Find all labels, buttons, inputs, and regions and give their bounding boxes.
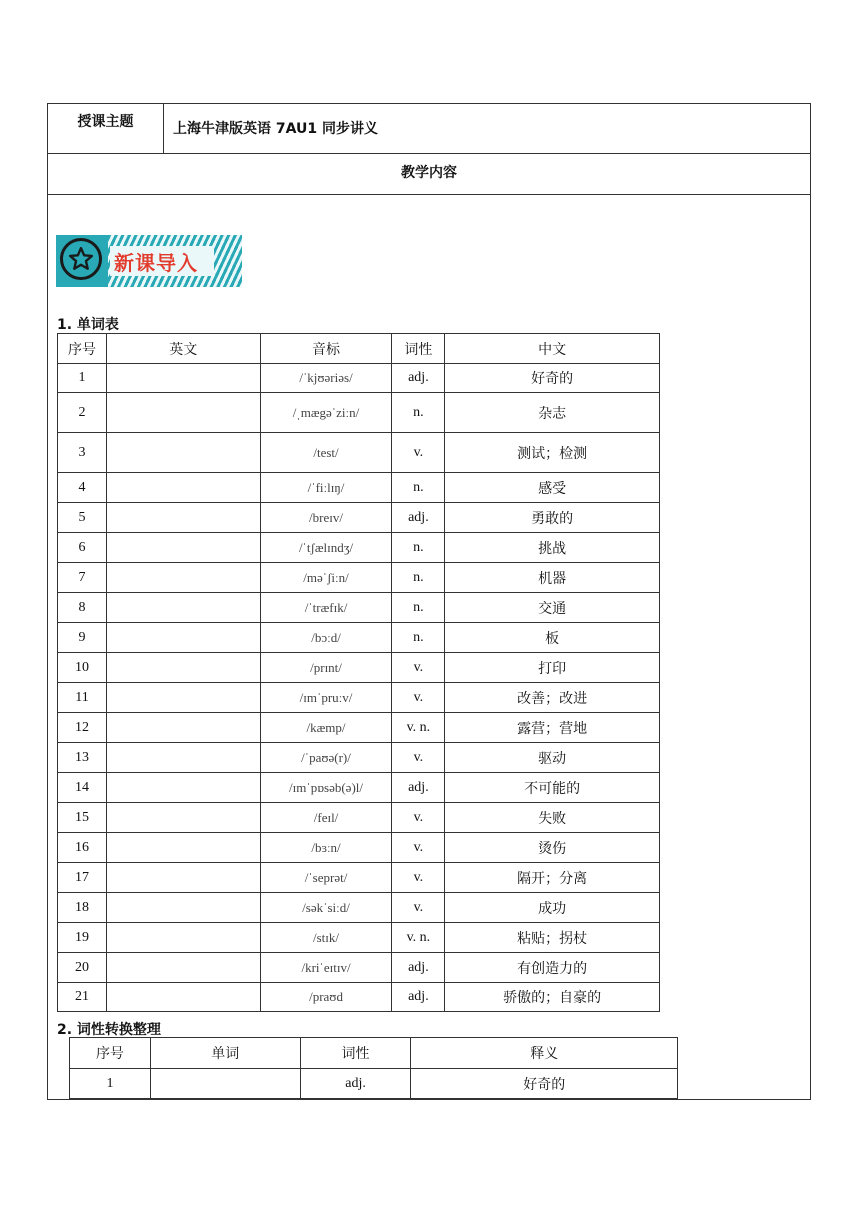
vocab-row (58, 833, 660, 863)
topic-label: 授课主题 (48, 104, 164, 153)
vocab-no: 5 (58, 503, 107, 533)
vocab-english (106, 743, 260, 773)
vocab-no: 20 (58, 953, 107, 983)
vocab-no: 14 (58, 773, 107, 803)
vocab-row (58, 433, 660, 473)
vocab-pos: adj. (392, 503, 445, 533)
vocab-table (57, 333, 660, 1012)
vocab-pos: n. (392, 473, 445, 503)
vocab-phonetic: /kæmp/ (260, 713, 392, 743)
vocab-row (58, 503, 660, 533)
vocab-english (106, 983, 260, 1012)
vocab-phonetic: /test/ (260, 433, 392, 473)
vocab-english (106, 593, 260, 623)
conv-header-meaning: 释义 (411, 1038, 678, 1069)
vocab-row (58, 653, 660, 683)
vocab-phonetic: /ˈtʃælɪndʒ/ (260, 533, 392, 563)
vocab-phonetic: /ɪmˈpɒsəb(ə)l/ (260, 773, 392, 803)
vocab-row (58, 773, 660, 803)
vocab-pos: adj. (392, 773, 445, 803)
vocab-phonetic: /ˈkjʊəriəs/ (260, 364, 392, 393)
vocab-no: 6 (58, 533, 107, 563)
vocab-phonetic: /bɔːd/ (260, 623, 392, 653)
vocab-no: 19 (58, 923, 107, 953)
vocab-english (106, 803, 260, 833)
vocab-chinese: 烫伤 (445, 833, 660, 863)
vocab-row (58, 743, 660, 773)
vocab-row (58, 713, 660, 743)
vocab-pos: n. (392, 393, 445, 433)
vocab-no: 7 (58, 563, 107, 593)
vocab-row (58, 563, 660, 593)
vocab-chinese: 隔开；分离 (445, 863, 660, 893)
vocab-row (58, 923, 660, 953)
vocab-row (58, 473, 660, 503)
vocab-english (106, 833, 260, 863)
conversion-row (70, 1069, 678, 1099)
vocab-english (106, 923, 260, 953)
vocab-chinese: 改善；改进 (445, 683, 660, 713)
banner-circle (60, 238, 102, 280)
vocab-english (106, 653, 260, 683)
vocab-no: 10 (58, 653, 107, 683)
vocab-english (106, 364, 260, 393)
vocab-no: 9 (58, 623, 107, 653)
vocab-chinese: 杂志 (445, 393, 660, 433)
vocab-english (106, 503, 260, 533)
vocab-chinese: 露营；营地 (445, 713, 660, 743)
new-lesson-banner (56, 235, 242, 287)
vocab-english (106, 473, 260, 503)
vocab-row (58, 393, 660, 433)
vocab-phonetic: /səkˈsiːd/ (260, 893, 392, 923)
content-label: 教学内容 (48, 153, 810, 195)
vocab-english (106, 713, 260, 743)
vocab-english (106, 563, 260, 593)
vocab-pos: v. n. (392, 713, 445, 743)
vocab-chinese: 不可能的 (445, 773, 660, 803)
banner-title: 新课导入 (114, 251, 198, 275)
vocab-english (106, 683, 260, 713)
col-header-no: 序号 (58, 334, 107, 364)
vocab-phonetic: /kriˈeɪtɪv/ (260, 953, 392, 983)
vocab-row (58, 863, 660, 893)
vocab-english (106, 773, 260, 803)
vocab-no: 8 (58, 593, 107, 623)
vocab-chinese: 感受 (445, 473, 660, 503)
vocab-pos: v. (392, 433, 445, 473)
vocab-no: 11 (58, 683, 107, 713)
vocab-english (106, 433, 260, 473)
vocab-phonetic: /prɪnt/ (260, 653, 392, 683)
vocab-chinese: 勇敢的 (445, 503, 660, 533)
vocab-header-row (58, 334, 660, 364)
vocab-row (58, 593, 660, 623)
vocab-no: 3 (58, 433, 107, 473)
topic-value: 上海牛津版英语 7AU1 同步讲义 (173, 121, 379, 137)
vocab-pos: adj. (392, 953, 445, 983)
conv-meaning: 好奇的 (411, 1069, 678, 1099)
vocab-pos: v. (392, 653, 445, 683)
vocab-english (106, 533, 260, 563)
vocab-phonetic: /ˌmægəˈziːn/ (260, 393, 392, 433)
vocab-phonetic: /ˈpaʊə(r)/ (260, 743, 392, 773)
vocab-pos: v. (392, 863, 445, 893)
conversion-table (69, 1037, 678, 1099)
vocab-chinese: 失败 (445, 803, 660, 833)
vocab-chinese: 好奇的 (445, 364, 660, 393)
vocab-row (58, 983, 660, 1012)
vocab-phonetic: /stɪk/ (260, 923, 392, 953)
conv-header-word: 单词 (150, 1038, 300, 1069)
vocab-row (58, 533, 660, 563)
vocab-english (106, 623, 260, 653)
vocab-english (106, 953, 260, 983)
vocab-chinese: 交通 (445, 593, 660, 623)
vocab-english (106, 893, 260, 923)
conv-word (150, 1069, 300, 1099)
vocab-phonetic: /feɪl/ (260, 803, 392, 833)
conversion-header-row (70, 1038, 678, 1069)
vocab-row (58, 623, 660, 653)
vocab-no: 12 (58, 713, 107, 743)
vocab-phonetic: /ˈfiːlɪŋ/ (260, 473, 392, 503)
vocab-pos: n. (392, 563, 445, 593)
conv-no: 1 (70, 1069, 151, 1099)
vocab-phonetic: /breɪv/ (260, 503, 392, 533)
vocab-english (106, 863, 260, 893)
vocab-pos: n. (392, 593, 445, 623)
section1-title: 1. 单词表 (57, 317, 119, 333)
vocab-row (58, 683, 660, 713)
conv-header-no: 序号 (70, 1038, 151, 1069)
vocab-row (58, 893, 660, 923)
vocab-no: 1 (58, 364, 107, 393)
vocab-phonetic: /məˈʃiːn/ (260, 563, 392, 593)
vocab-pos: adj. (392, 364, 445, 393)
vocab-no: 21 (58, 983, 107, 1012)
vocab-chinese: 驱动 (445, 743, 660, 773)
vocab-chinese: 打印 (445, 653, 660, 683)
vocab-phonetic: /bɜːn/ (260, 833, 392, 863)
vocab-phonetic: /ˈseprət/ (260, 863, 392, 893)
vocab-pos: n. (392, 623, 445, 653)
vocab-no: 13 (58, 743, 107, 773)
vocab-pos: v. n. (392, 923, 445, 953)
vocab-phonetic: /ɪmˈpruːv/ (260, 683, 392, 713)
vocab-pos: adj. (392, 983, 445, 1012)
vocab-no: 18 (58, 893, 107, 923)
vocab-no: 4 (58, 473, 107, 503)
vocab-chinese: 板 (445, 623, 660, 653)
vocab-english (106, 393, 260, 433)
vocab-pos: n. (392, 533, 445, 563)
vocab-chinese: 粘贴；拐杖 (445, 923, 660, 953)
vocab-chinese: 挑战 (445, 533, 660, 563)
vocab-no: 17 (58, 863, 107, 893)
star-icon (68, 246, 94, 272)
lesson-frame (47, 103, 811, 1100)
vocab-phonetic: /ˈtræfɪk/ (260, 593, 392, 623)
vocab-row (58, 364, 660, 393)
col-header-ipa: 音标 (260, 334, 392, 364)
vocab-pos: v. (392, 743, 445, 773)
vocab-chinese: 测试；检测 (445, 433, 660, 473)
vocab-phonetic: /praʊd (260, 983, 392, 1012)
vocab-chinese: 成功 (445, 893, 660, 923)
vocab-no: 15 (58, 803, 107, 833)
vocab-no: 2 (58, 393, 107, 433)
vocab-pos: v. (392, 833, 445, 863)
vocab-chinese: 机器 (445, 563, 660, 593)
vocab-chinese: 骄傲的；自豪的 (445, 983, 660, 1012)
vocab-row (58, 803, 660, 833)
conv-header-pos: 词性 (300, 1038, 411, 1069)
conv-pos: adj. (300, 1069, 411, 1099)
col-header-pos: 词性 (392, 334, 445, 364)
vocab-row (58, 953, 660, 983)
vocab-pos: v. (392, 683, 445, 713)
col-header-cn: 中文 (445, 334, 660, 364)
section2-title: 2. 词性转换整理 (57, 1022, 161, 1038)
vocab-chinese: 有创造力的 (445, 953, 660, 983)
col-header-en: 英文 (106, 334, 260, 364)
vocab-pos: v. (392, 893, 445, 923)
vocab-pos: v. (392, 803, 445, 833)
vocab-no: 16 (58, 833, 107, 863)
topic-row (48, 104, 810, 154)
